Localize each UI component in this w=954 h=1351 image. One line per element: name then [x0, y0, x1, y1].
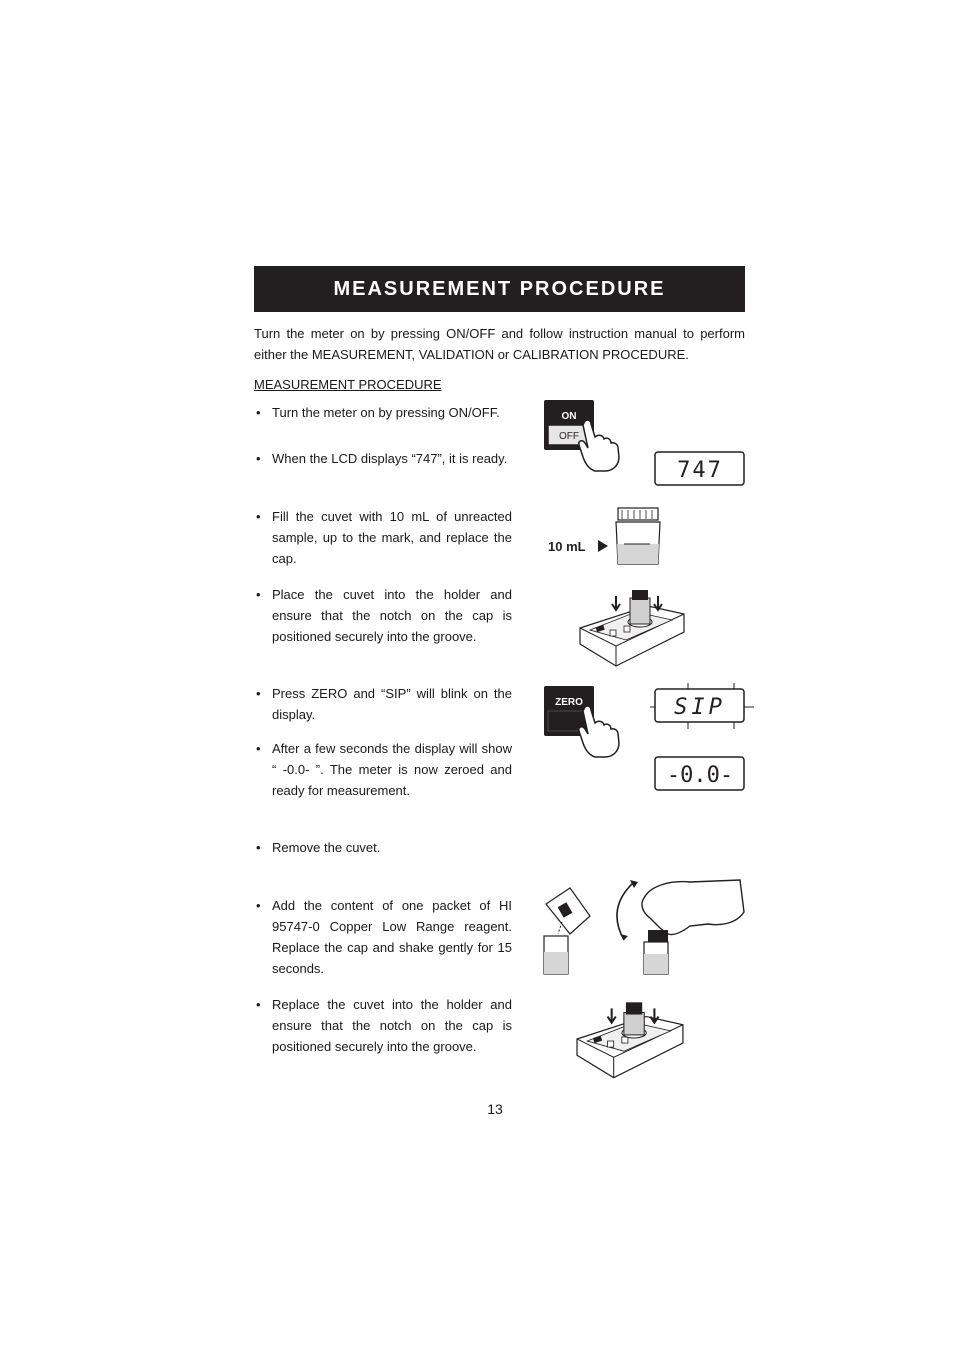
- lcd-display-zeroed: [654, 756, 745, 791]
- meter-reinsert-figure: [575, 998, 687, 1082]
- bullet: •: [256, 405, 261, 420]
- bullet: •: [256, 509, 261, 524]
- lcd-display-ready: [654, 451, 745, 486]
- step-9: [256, 994, 512, 1057]
- step-text: Replace the cuvet into the holder and ensure that the notch on the cap is positioned securely into the groove.: [272, 997, 512, 1054]
- on-label: ON: [561, 411, 577, 422]
- cuvet-cap: [632, 590, 648, 600]
- section-title-bar: [254, 266, 745, 312]
- cuvet-fill-figure: [546, 506, 662, 568]
- lcd-readout: SIP: [674, 695, 726, 720]
- section-title: MEASUREMENT PROCEDURE: [333, 277, 666, 300]
- cuvet: [624, 1013, 644, 1035]
- arrow-right-icon: [598, 540, 608, 552]
- step-text: Press ZERO and “SIP” will blink on the display.: [272, 686, 512, 722]
- off-label: OFF: [559, 431, 579, 442]
- bullet: •: [256, 587, 261, 602]
- bullet: •: [256, 741, 261, 756]
- zero-label: ZERO: [555, 697, 583, 708]
- step-text: Fill the cuvet with 10 mL of unreacted sample, up to the mark, and replace the cap.: [272, 509, 512, 566]
- pointing-hand-icon: [579, 420, 619, 471]
- lcd-readout: -0.0-: [666, 763, 734, 788]
- pointing-hand-icon: [579, 706, 619, 757]
- step-2: [256, 448, 512, 469]
- arrow-down-icon: [608, 1008, 616, 1022]
- lcd-display-sip: [650, 683, 754, 729]
- subheading: MEASUREMENT PROCEDURE: [254, 377, 442, 392]
- step-3: [256, 506, 512, 569]
- step-text: Turn the meter on by pressing ON/OFF.: [272, 405, 500, 420]
- volume-label: 10 mL: [548, 539, 586, 554]
- on-off-button-figure: [543, 399, 625, 473]
- step-5: [256, 683, 512, 725]
- cuvet: [630, 598, 650, 624]
- cuvet-cap: [626, 1002, 642, 1014]
- step-text: Remove the cuvet.: [272, 840, 381, 855]
- step-text: Place the cuvet into the holder and ensure that the notch on the cap is positioned securely into the groove.: [272, 587, 512, 644]
- reagent-shake-figure: [540, 878, 746, 976]
- cuvet-cap: [648, 930, 668, 942]
- step-4: [256, 584, 512, 647]
- hand-icon: [642, 880, 744, 935]
- step-6: [256, 738, 512, 801]
- intro-paragraph: Turn the meter on by pressing ON/OFF and follow instruction manual to perform either the MEASUREMENT, VALIDATION or CALIBRATION PROCEDURE.: [254, 326, 745, 362]
- lcd-readout: 747: [677, 458, 723, 483]
- zero-button-figure: [543, 685, 625, 759]
- page-number: 13: [487, 1101, 503, 1117]
- step-1: [256, 402, 512, 423]
- sample-liquid: [617, 544, 659, 564]
- step-text: After a few seconds the display will show “ -0.0- ”. The meter is now zeroed and ready for measurement.: [272, 741, 512, 798]
- bullet: •: [256, 686, 261, 701]
- bullet: •: [256, 840, 261, 855]
- bullet: •: [256, 451, 261, 466]
- meter-insert-figure: [578, 588, 688, 670]
- step-text: Add the content of one packet of HI 95747-0 Copper Low Range reagent. Replace the cap and shake gently for 15 seconds.: [272, 898, 512, 976]
- bullet: •: [256, 997, 261, 1012]
- step-text: When the LCD displays “747”, it is ready.: [272, 451, 508, 466]
- bullet: •: [256, 898, 261, 913]
- step-8: [256, 895, 512, 979]
- shake-arrow-icon: [617, 882, 634, 940]
- step-7: [256, 837, 512, 858]
- arrow-down-icon: [612, 596, 620, 610]
